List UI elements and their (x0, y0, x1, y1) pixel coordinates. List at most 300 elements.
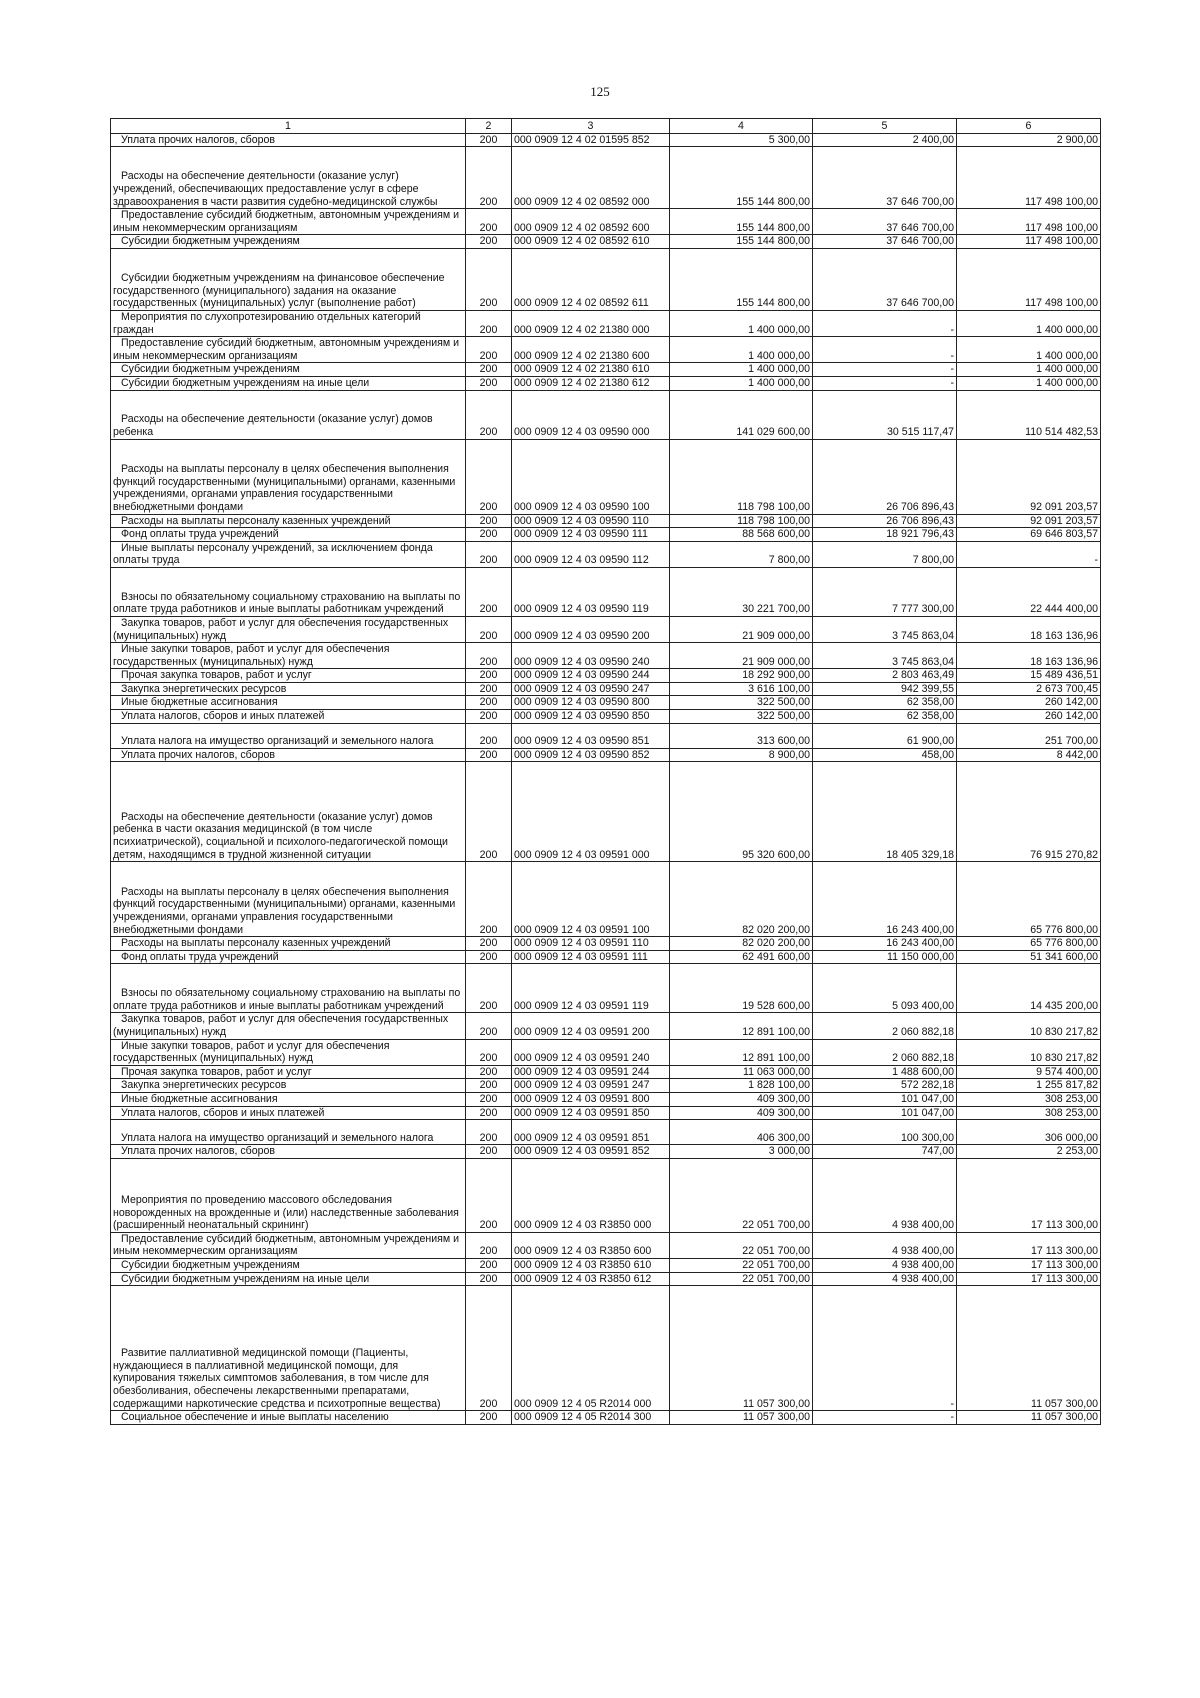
row-code: 000 0909 12 4 03 09590 247 (512, 682, 670, 696)
row-plan-value: 313 600,00 (670, 723, 813, 748)
column-header-1: 1 (111, 119, 466, 134)
row-remaining-value: 1 400 000,00 (957, 310, 1101, 336)
row-name (111, 1286, 466, 1411)
row-executed-value: 30 515 117,47 (813, 390, 957, 439)
row-name-text: Субсидии бюджетным учреждениям (121, 1258, 300, 1271)
row-remaining-value: 308 253,00 (957, 1093, 1101, 1107)
table-row (111, 235, 1101, 249)
row-plan-value: 22 051 700,00 (670, 1258, 813, 1272)
row-remaining-value: 308 253,00 (957, 1106, 1101, 1120)
row-executed-value: - (813, 363, 957, 377)
row-group: 200 (466, 862, 512, 937)
row-remaining-value: 9 574 400,00 (957, 1065, 1101, 1079)
row-name (111, 682, 466, 696)
table-row (111, 1013, 1101, 1039)
row-plan-value: 1 400 000,00 (670, 363, 813, 377)
row-name-text: Развитие паллиативной медицинской помощи (Пациенты, нуждающиеся в паллиативной медицинской помощи, для купирования тяжелых симптомов заболевания, в том числе для обезболивания, обеспечены лекарственными препаратами, содержащими наркотические средства и психотропные вещества) (113, 1347, 441, 1410)
table-row (111, 541, 1101, 567)
row-name (111, 133, 466, 147)
row-group: 200 (466, 710, 512, 724)
row-code: 000 0909 12 4 03 09590 851 (512, 723, 670, 748)
row-name (111, 248, 466, 310)
row-name-text: Расходы на обеспечение деятельности (оказание услуг) домов ребенка (113, 413, 433, 438)
row-name (111, 1120, 466, 1145)
row-group: 200 (466, 1258, 512, 1272)
row-code: 000 0909 12 4 02 21380 612 (512, 376, 670, 390)
row-executed-value: 2 060 882,18 (813, 1013, 957, 1039)
row-plan-value: 322 500,00 (670, 710, 813, 724)
row-code: 000 0909 12 4 05 R2014 300 (512, 1411, 670, 1425)
row-remaining-value: 1 400 000,00 (957, 363, 1101, 377)
row-name-text: Субсидии бюджетным учреждениям (121, 235, 300, 248)
row-plan-value: 82 020 200,00 (670, 937, 813, 951)
table-row (111, 1411, 1101, 1425)
row-name (111, 541, 466, 567)
row-executed-value: 2 400,00 (813, 133, 957, 147)
row-group: 200 (466, 310, 512, 336)
row-executed-value: - (813, 310, 957, 336)
row-name (111, 528, 466, 542)
row-group: 200 (466, 514, 512, 528)
row-executed-value: 37 646 700,00 (813, 248, 957, 310)
row-remaining-value: 2 253,00 (957, 1145, 1101, 1159)
row-code: 000 0909 12 4 03 09591 247 (512, 1079, 670, 1093)
row-group: 200 (466, 376, 512, 390)
row-executed-value: 37 646 700,00 (813, 209, 957, 235)
table-row (111, 1145, 1101, 1159)
row-remaining-value: 117 498 100,00 (957, 235, 1101, 249)
row-code: 000 0909 12 4 03 09590 112 (512, 541, 670, 567)
row-plan-value: 7 800,00 (670, 541, 813, 567)
row-name-text: Прочая закупка товаров, работ и услуг (121, 1065, 312, 1078)
row-name-text: Субсидии бюджетным учреждениям на финансовое обеспечение государственного (муниципального) задания на оказание государственных (муниципальных) услуг (выполнение работ) (113, 272, 445, 310)
row-plan-value: 12 891 100,00 (670, 1013, 813, 1039)
row-executed-value: 101 047,00 (813, 1106, 957, 1120)
table-row (111, 643, 1101, 669)
row-plan-value: 141 029 600,00 (670, 390, 813, 439)
row-executed-value: 7 777 300,00 (813, 567, 957, 616)
row-group: 200 (466, 762, 512, 862)
row-plan-value: 22 051 700,00 (670, 1232, 813, 1258)
row-name-text: Взносы по обязательному социальному страхованию на выплаты по оплате труда работников и иные выплаты работникам учреждений (113, 590, 461, 616)
table-row (111, 390, 1101, 439)
row-remaining-value: 306 000,00 (957, 1120, 1101, 1145)
row-executed-value: 26 706 896,43 (813, 514, 957, 528)
row-group: 200 (466, 1232, 512, 1258)
row-remaining-value: 117 498 100,00 (957, 248, 1101, 310)
row-group: 200 (466, 1013, 512, 1039)
table-row (111, 528, 1101, 542)
row-executed-value: 18 405 329,18 (813, 762, 957, 862)
row-executed-value: 5 093 400,00 (813, 964, 957, 1013)
table-row (111, 964, 1101, 1013)
row-name-text: Мероприятия по проведению массового обследования новорожденных на врожденные и (или) наследственные заболевания (расширенный неонатальный скрининг) (113, 1194, 459, 1232)
row-group: 200 (466, 669, 512, 683)
table-row (111, 248, 1101, 310)
row-code: 000 0909 12 4 03 R3850 000 (512, 1158, 670, 1232)
row-executed-value: 1 488 600,00 (813, 1065, 957, 1079)
row-plan-value: 82 020 200,00 (670, 862, 813, 937)
row-name-text: Взносы по обязательному социальному страхованию на выплаты по оплате труда работников и иные выплаты работникам учреждений (113, 987, 461, 1012)
row-executed-value: 26 706 896,43 (813, 439, 957, 514)
row-code: 000 0909 12 4 02 08592 000 (512, 147, 670, 209)
row-code: 000 0909 12 4 03 09590 111 (512, 528, 670, 542)
table-row (111, 1065, 1101, 1079)
row-remaining-value: 17 113 300,00 (957, 1272, 1101, 1286)
row-executed-value: 18 921 796,43 (813, 528, 957, 542)
row-plan-value: 1 400 000,00 (670, 376, 813, 390)
row-plan-value: 3 616 100,00 (670, 682, 813, 696)
row-executed-value: 4 938 400,00 (813, 1232, 957, 1258)
table-row (111, 310, 1101, 336)
row-plan-value: 11 063 000,00 (670, 1065, 813, 1079)
row-name (111, 1145, 466, 1159)
row-code: 000 0909 12 4 03 09590 119 (512, 567, 670, 616)
row-name-text: Субсидии бюджетным учреждениям (121, 363, 300, 376)
row-code: 000 0909 12 4 03 09590 100 (512, 439, 670, 514)
row-executed-value: 4 938 400,00 (813, 1258, 957, 1272)
row-code: 000 0909 12 4 03 09590 244 (512, 669, 670, 683)
row-name-text: Закупка товаров, работ и услуг для обеспечения государственных (муниципальных) нужд (113, 1013, 449, 1039)
row-name-text: Социальное обеспечение и иные выплаты населению (121, 1411, 389, 1424)
row-group: 200 (466, 390, 512, 439)
row-code: 000 0909 12 4 03 09591 240 (512, 1039, 670, 1065)
row-executed-value: 458,00 (813, 748, 957, 762)
row-name (111, 1039, 466, 1065)
row-plan-value: 155 144 800,00 (670, 235, 813, 249)
column-header-6: 6 (957, 119, 1101, 134)
row-name-text: Иные закупки товаров, работ и услуг для обеспечения государственных (муниципальных) нужд (113, 1039, 390, 1065)
row-name (111, 209, 466, 235)
row-group: 200 (466, 1120, 512, 1145)
row-remaining-value: 251 700,00 (957, 723, 1101, 748)
row-name (111, 1411, 466, 1425)
row-code: 000 0909 12 4 03 09591 111 (512, 950, 670, 964)
row-group: 200 (466, 643, 512, 669)
row-group: 200 (466, 133, 512, 147)
row-group: 200 (466, 528, 512, 542)
row-executed-value: 747,00 (813, 1145, 957, 1159)
row-remaining-value: - (957, 541, 1101, 567)
row-group: 200 (466, 1079, 512, 1093)
row-group: 200 (466, 147, 512, 209)
row-name (111, 514, 466, 528)
row-name (111, 567, 466, 616)
row-group: 200 (466, 1093, 512, 1107)
row-plan-value: 18 292 900,00 (670, 669, 813, 683)
row-executed-value: 16 243 400,00 (813, 937, 957, 951)
row-name-text: Расходы на выплаты персоналу в целях обеспечения выполнения функций государственными (муниципальными) органами, казенными учреждениями, органами управления государственными внебюджетными фондами (113, 885, 456, 936)
row-group: 200 (466, 209, 512, 235)
table-row (111, 209, 1101, 235)
row-name (111, 1093, 466, 1107)
row-name (111, 1232, 466, 1258)
row-executed-value: 61 900,00 (813, 723, 957, 748)
row-executed-value: 101 047,00 (813, 1093, 957, 1107)
row-group: 200 (466, 1411, 512, 1425)
row-name (111, 1013, 466, 1039)
row-code: 000 0909 12 4 03 09590 800 (512, 696, 670, 710)
row-code: 000 0909 12 4 03 R3850 600 (512, 1232, 670, 1258)
row-group: 200 (466, 937, 512, 951)
column-header-3: 3 (512, 119, 670, 134)
row-name (111, 376, 466, 390)
row-code: 000 0909 12 4 02 01595 852 (512, 133, 670, 147)
row-code: 000 0909 12 4 05 R2014 000 (512, 1286, 670, 1411)
row-code: 000 0909 12 4 02 08592 611 (512, 248, 670, 310)
table-body (111, 133, 1101, 1424)
row-group: 200 (466, 363, 512, 377)
table-row (111, 1232, 1101, 1258)
row-plan-value: 1 828 100,00 (670, 1079, 813, 1093)
row-code: 000 0909 12 4 02 08592 610 (512, 235, 670, 249)
row-remaining-value: 260 142,00 (957, 710, 1101, 724)
row-name-text: Иные бюджетные ассигнования (121, 696, 278, 709)
row-plan-value: 406 300,00 (670, 1120, 813, 1145)
row-plan-value: 22 051 700,00 (670, 1272, 813, 1286)
row-name (111, 1158, 466, 1232)
row-group: 200 (466, 1286, 512, 1411)
row-plan-value: 5 300,00 (670, 133, 813, 147)
row-group: 200 (466, 337, 512, 363)
row-name-text: Фонд оплаты труда учреждений (121, 950, 279, 963)
row-name-text: Расходы на обеспечение деятельности (оказание услуг) учреждений, обеспечивающих предоставление услуг в сфере здравоохранения в части развития судебно-медицинской службы (113, 170, 438, 208)
row-remaining-value: 2 673 700,45 (957, 682, 1101, 696)
row-executed-value: 62 358,00 (813, 696, 957, 710)
row-plan-value: 8 900,00 (670, 748, 813, 762)
row-group: 200 (466, 950, 512, 964)
row-name (111, 964, 466, 1013)
table-row (111, 1120, 1101, 1145)
row-remaining-value: 1 400 000,00 (957, 376, 1101, 390)
row-group: 200 (466, 1272, 512, 1286)
row-remaining-value: 2 900,00 (957, 133, 1101, 147)
table-row (111, 1272, 1101, 1286)
row-name-text: Уплата прочих налогов, сборов (121, 748, 276, 761)
table-row (111, 710, 1101, 724)
row-group: 200 (466, 1065, 512, 1079)
row-executed-value: 37 646 700,00 (813, 235, 957, 249)
table-row (111, 1258, 1101, 1272)
row-plan-value: 155 144 800,00 (670, 147, 813, 209)
row-plan-value: 30 221 700,00 (670, 567, 813, 616)
row-executed-value: 4 938 400,00 (813, 1272, 957, 1286)
row-name-text: Уплата налогов, сборов и иных платежей (121, 1106, 325, 1119)
row-remaining-value: 1 400 000,00 (957, 337, 1101, 363)
row-name-text: Закупка энергетических ресурсов (121, 1079, 287, 1092)
row-plan-value: 1 400 000,00 (670, 337, 813, 363)
table-row (111, 748, 1101, 762)
row-name (111, 950, 466, 964)
row-plan-value: 21 909 000,00 (670, 643, 813, 669)
row-executed-value: 37 646 700,00 (813, 147, 957, 209)
row-code: 000 0909 12 4 03 09591 119 (512, 964, 670, 1013)
row-name (111, 1258, 466, 1272)
row-group: 200 (466, 616, 512, 642)
row-code: 000 0909 12 4 03 09591 100 (512, 862, 670, 937)
row-remaining-value: 17 113 300,00 (957, 1158, 1101, 1232)
row-remaining-value: 92 091 203,57 (957, 514, 1101, 528)
row-plan-value: 118 798 100,00 (670, 514, 813, 528)
row-name (111, 235, 466, 249)
row-group: 200 (466, 235, 512, 249)
row-remaining-value: 22 444 400,00 (957, 567, 1101, 616)
row-plan-value: 1 400 000,00 (670, 310, 813, 336)
table-row (111, 1093, 1101, 1107)
row-executed-value: 4 938 400,00 (813, 1158, 957, 1232)
row-name-text: Уплата налогов, сборов и иных платежей (121, 710, 325, 723)
row-name-text: Субсидии бюджетным учреждениям на иные цели (121, 1272, 370, 1285)
row-name-text: Закупка товаров, работ и услуг для обеспечения государственных (муниципальных) нужд (113, 616, 449, 642)
row-name (111, 643, 466, 669)
row-plan-value: 3 000,00 (670, 1145, 813, 1159)
row-name (111, 1272, 466, 1286)
row-remaining-value: 117 498 100,00 (957, 147, 1101, 209)
row-executed-value: 3 745 863,04 (813, 643, 957, 669)
row-name-text: Предоставление субсидий бюджетным, автономным учреждениям и иным некоммерческим организациям (113, 337, 460, 362)
row-plan-value: 22 051 700,00 (670, 1158, 813, 1232)
row-executed-value: - (813, 1286, 957, 1411)
row-remaining-value: 15 489 436,51 (957, 669, 1101, 683)
table-row (111, 696, 1101, 710)
row-plan-value: 118 798 100,00 (670, 439, 813, 514)
row-remaining-value: 110 514 482,53 (957, 390, 1101, 439)
row-name (111, 616, 466, 642)
row-plan-value: 322 500,00 (670, 696, 813, 710)
row-group: 200 (466, 567, 512, 616)
row-plan-value: 62 491 600,00 (670, 950, 813, 964)
row-group: 200 (466, 748, 512, 762)
table-row (111, 376, 1101, 390)
row-plan-value: 11 057 300,00 (670, 1411, 813, 1425)
row-group: 200 (466, 1145, 512, 1159)
row-code: 000 0909 12 4 03 09590 200 (512, 616, 670, 642)
row-code: 000 0909 12 4 03 09591 244 (512, 1065, 670, 1079)
row-name (111, 1065, 466, 1079)
row-executed-value: - (813, 376, 957, 390)
table-row (111, 762, 1101, 862)
row-name-text: Уплата налога на имущество организаций и земельного налога (121, 735, 434, 748)
row-name-text: Субсидии бюджетным учреждениям на иные цели (121, 376, 370, 389)
row-remaining-value: 69 646 803,57 (957, 528, 1101, 542)
table-row (111, 669, 1101, 683)
table-row (111, 1106, 1101, 1120)
row-code: 000 0909 12 4 03 R3850 612 (512, 1272, 670, 1286)
row-code: 000 0909 12 4 03 09591 850 (512, 1106, 670, 1120)
table-row (111, 950, 1101, 964)
row-remaining-value: 117 498 100,00 (957, 209, 1101, 235)
row-name-text: Иные выплаты персоналу учреждений, за исключением фонда оплаты труда (113, 541, 433, 567)
row-group: 200 (466, 1106, 512, 1120)
row-group: 200 (466, 682, 512, 696)
row-name-text: Предоставление субсидий бюджетным, автономным учреждениям и иным некоммерческим организациям (113, 1232, 460, 1258)
row-group: 200 (466, 1158, 512, 1232)
row-plan-value: 409 300,00 (670, 1106, 813, 1120)
row-name-text: Иные закупки товаров, работ и услуг для обеспечения государственных (муниципальных) нужд (113, 643, 390, 668)
row-plan-value: 88 568 600,00 (670, 528, 813, 542)
table-row (111, 567, 1101, 616)
row-name (111, 937, 466, 951)
row-name-text: Мероприятия по слухопротезированию отдельных категорий граждан (113, 310, 421, 336)
row-name-text: Уплата налога на имущество организаций и земельного налога (121, 1131, 434, 1144)
row-remaining-value: 92 091 203,57 (957, 439, 1101, 514)
table-row (111, 337, 1101, 363)
column-header-4: 4 (670, 119, 813, 134)
column-number-row (111, 119, 1101, 134)
row-code: 000 0909 12 4 03 09590 000 (512, 390, 670, 439)
table-row (111, 363, 1101, 377)
row-code: 000 0909 12 4 02 08592 600 (512, 209, 670, 235)
row-name (111, 363, 466, 377)
row-plan-value: 11 057 300,00 (670, 1286, 813, 1411)
table-row (111, 1286, 1101, 1411)
row-executed-value: - (813, 337, 957, 363)
row-code: 000 0909 12 4 03 09590 240 (512, 643, 670, 669)
row-name (111, 147, 466, 209)
row-name-text: Предоставление субсидий бюджетным, автономным учреждениям и иным некоммерческим организациям (113, 209, 460, 234)
row-name (111, 1079, 466, 1093)
table-row (111, 682, 1101, 696)
row-plan-value: 155 144 800,00 (670, 248, 813, 310)
row-name-text: Уплата прочих налогов, сборов (121, 133, 276, 146)
row-code: 000 0909 12 4 03 09590 852 (512, 748, 670, 762)
row-remaining-value: 11 057 300,00 (957, 1411, 1101, 1425)
row-name (111, 390, 466, 439)
row-remaining-value: 18 163 136,96 (957, 643, 1101, 669)
row-plan-value: 19 528 600,00 (670, 964, 813, 1013)
row-name (111, 1106, 466, 1120)
table-row (111, 1039, 1101, 1065)
row-remaining-value: 260 142,00 (957, 696, 1101, 710)
row-code: 000 0909 12 4 03 09591 851 (512, 1120, 670, 1145)
table-row (111, 723, 1101, 748)
row-executed-value: 100 300,00 (813, 1120, 957, 1145)
row-name (111, 669, 466, 683)
row-remaining-value: 76 915 270,82 (957, 762, 1101, 862)
row-group: 200 (466, 1039, 512, 1065)
row-executed-value: 3 745 863,04 (813, 616, 957, 642)
row-executed-value: 62 358,00 (813, 710, 957, 724)
row-name (111, 696, 466, 710)
row-group: 200 (466, 723, 512, 748)
row-plan-value: 21 909 000,00 (670, 616, 813, 642)
row-executed-value: 572 282,18 (813, 1079, 957, 1093)
table-row (111, 1079, 1101, 1093)
row-remaining-value: 14 435 200,00 (957, 964, 1101, 1013)
row-executed-value: 2 803 463,49 (813, 669, 957, 683)
row-name-text: Уплата прочих налогов, сборов (121, 1145, 276, 1158)
row-plan-value: 12 891 100,00 (670, 1039, 813, 1065)
row-code: 000 0909 12 4 03 09591 800 (512, 1093, 670, 1107)
row-group: 200 (466, 964, 512, 1013)
table-row (111, 147, 1101, 209)
row-name-text: Прочая закупка товаров, работ и услуг (121, 669, 312, 682)
row-remaining-value: 51 341 600,00 (957, 950, 1101, 964)
row-code: 000 0909 12 4 03 R3850 610 (512, 1258, 670, 1272)
row-plan-value: 95 320 600,00 (670, 762, 813, 862)
column-header-2: 2 (466, 119, 512, 134)
row-code: 000 0909 12 4 03 09591 852 (512, 1145, 670, 1159)
table-row (111, 133, 1101, 147)
row-group: 200 (466, 439, 512, 514)
row-remaining-value: 17 113 300,00 (957, 1258, 1101, 1272)
row-remaining-value: 65 776 800,00 (957, 862, 1101, 937)
table-row (111, 862, 1101, 937)
row-code: 000 0909 12 4 03 09591 200 (512, 1013, 670, 1039)
row-name-text: Расходы на обеспечение деятельности (оказание услуг) домов ребенка в части оказания медицинской (в том числе психиатрической), социальной и психолого-педагогической помощи детям, находящимся в трудной жизненной ситуации (113, 810, 448, 861)
row-name (111, 762, 466, 862)
table-row (111, 1158, 1101, 1232)
